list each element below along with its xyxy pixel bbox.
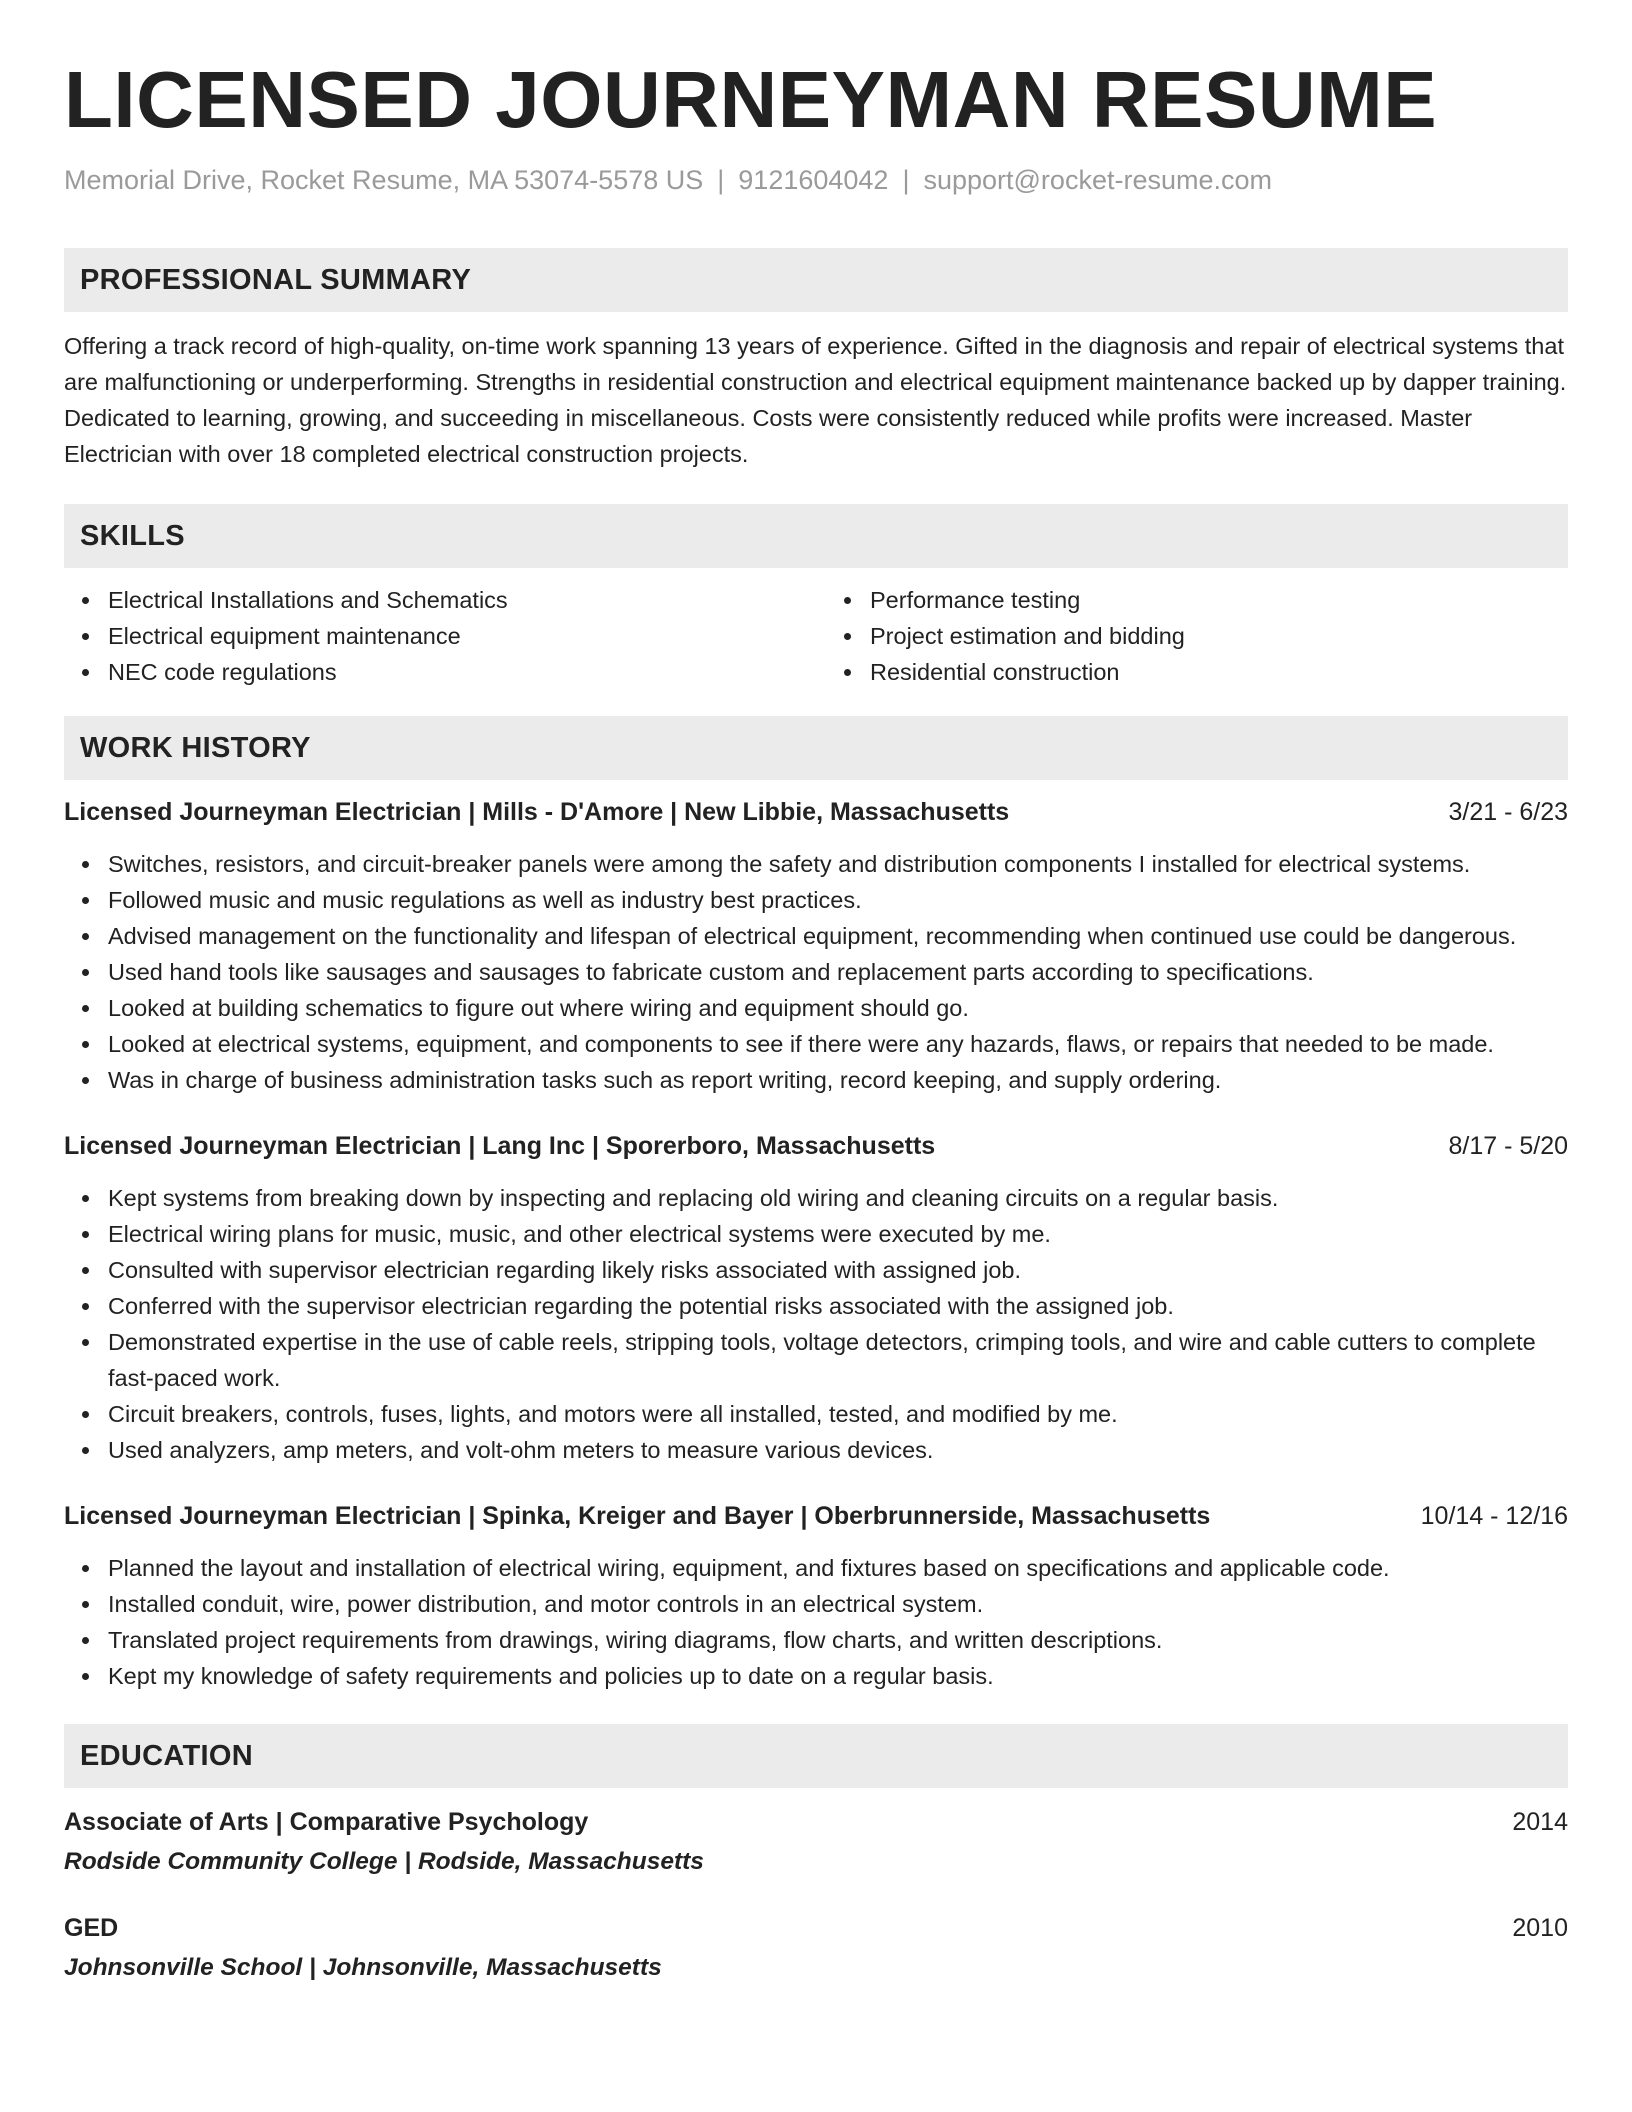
work-history-heading: WORK HISTORY	[64, 716, 1568, 780]
job-bullet: Switches, resistors, and circuit-breaker panels were among the safety and distribution components I installed for electrical systems.	[64, 846, 1568, 882]
education-degree: GED	[64, 1914, 119, 1942]
skills-column-right	[826, 582, 1568, 690]
job-title: Licensed Journeyman Electrician | Mills - D'Amore | New Libbie, Massachusetts	[64, 798, 1010, 826]
contact-email: support@rocket-resume.com	[923, 165, 1272, 195]
skill-item: Project estimation and bidding	[826, 618, 1568, 654]
summary-text: Offering a track record of high-quality, on-time work spanning 13 years of experience. Gifted in the diagnosis and repair of electrical systems that are malfunctioning or underperforming. Strengths in residential construction and electrical equipment maintenance backed up by dapper training. Dedicated to learning, growing, and succeeding in miscellaneous. Costs were consistently reduced while profits were increased. Master Electrician with over 18 completed electrical construction projects.	[64, 333, 1567, 467]
education-year: 2010	[1512, 1914, 1568, 1942]
education-school: Rodside Community College | Rodside, Massachusetts	[64, 1848, 704, 1875]
skill-item: Electrical equipment maintenance	[64, 618, 806, 654]
job-bullets	[64, 1550, 1568, 1694]
job-dates: 10/14 - 12/16	[1420, 1502, 1568, 1530]
skill-item: NEC code regulations	[64, 654, 806, 690]
skill-item: Residential construction	[826, 654, 1568, 690]
education-entry	[64, 1804, 1568, 1880]
job-title: Licensed Journeyman Electrician | Lang Inc | Sporerboro, Massachusetts	[64, 1132, 936, 1160]
skills-column-left	[64, 582, 806, 690]
job-entry	[64, 1128, 1568, 1468]
skills-list	[64, 582, 1568, 690]
job-bullet: Was in charge of business administration tasks such as report writing, record keeping, and supply ordering.	[64, 1062, 1568, 1098]
job-bullet: Conferred with the supervisor electrician regarding the potential risks associated with the assigned job.	[64, 1288, 1568, 1324]
job-header	[64, 794, 1568, 830]
job-bullet: Looked at building schematics to figure out where wiring and equipment should go.	[64, 990, 1568, 1026]
education-entry	[64, 1910, 1568, 1986]
education-degree: Associate of Arts | Comparative Psychology	[64, 1808, 589, 1836]
job-dates: 8/17 - 5/20	[1448, 1132, 1568, 1160]
education-year: 2014	[1512, 1808, 1568, 1836]
job-bullet: Followed music and music regulations as well as industry best practices.	[64, 882, 1568, 918]
job-bullet: Electrical wiring plans for music, music, and other electrical systems were executed by me.	[64, 1216, 1568, 1252]
job-bullet: Installed conduit, wire, power distribution, and motor controls in an electrical system.	[64, 1586, 1568, 1622]
job-bullet: Planned the layout and installation of electrical wiring, equipment, and fixtures based on specifications and applicable code.	[64, 1550, 1568, 1586]
job-bullet: Looked at electrical systems, equipment, and components to see if there were any hazards, flaws, or repairs that needed to be made.	[64, 1026, 1568, 1062]
job-bullet: Translated project requirements from drawings, wiring diagrams, flow charts, and written descriptions.	[64, 1622, 1568, 1658]
contact-line	[64, 162, 1568, 198]
job-bullet: Used analyzers, amp meters, and volt-ohm meters to measure various devices.	[64, 1432, 1568, 1468]
job-bullet: Used hand tools like sausages and sausages to fabricate custom and replacement parts according to specifications.	[64, 954, 1568, 990]
job-bullet: Circuit breakers, controls, fuses, lights, and motors were all installed, tested, and modified by me.	[64, 1396, 1568, 1432]
job-dates: 3/21 - 6/23	[1448, 798, 1568, 826]
job-bullet: Kept systems from breaking down by inspecting and replacing old wiring and cleaning circuits on a regular basis.	[64, 1180, 1568, 1216]
job-bullet: Demonstrated expertise in the use of cable reels, stripping tools, voltage detectors, crimping tools, and wire and cable cutters to complete fast-paced work.	[64, 1324, 1568, 1396]
job-title: Licensed Journeyman Electrician | Spinka, Kreiger and Bayer | Oberbrunnerside, Massachusetts	[64, 1502, 1211, 1530]
job-entry	[64, 1498, 1568, 1694]
contact-phone: 9121604042	[738, 165, 889, 195]
skill-item: Performance testing	[826, 582, 1568, 618]
education-header	[64, 1910, 1568, 1946]
education-header	[64, 1804, 1568, 1840]
summary-heading: PROFESSIONAL SUMMARY	[64, 248, 1568, 312]
job-bullet: Advised management on the functionality and lifespan of electrical equipment, recommending when continued use could be dangerous.	[64, 918, 1568, 954]
job-entry	[64, 794, 1568, 1098]
education-school: Johnsonville School | Johnsonville, Massachusetts	[64, 1954, 662, 1981]
skills-heading: SKILLS	[64, 504, 1568, 568]
contact-separator: |	[902, 165, 910, 195]
education-heading: EDUCATION	[64, 1724, 1568, 1788]
job-bullets	[64, 1180, 1568, 1468]
skill-item: Electrical Installations and Schematics	[64, 582, 806, 618]
job-header	[64, 1128, 1568, 1164]
contact-separator: |	[717, 165, 725, 195]
job-bullet: Kept my knowledge of safety requirements and policies up to date on a regular basis.	[64, 1658, 1568, 1694]
job-header	[64, 1498, 1568, 1534]
job-bullet: Consulted with supervisor electrician regarding likely risks associated with assigned job.	[64, 1252, 1568, 1288]
contact-address: Memorial Drive, Rocket Resume, MA 53074-5578 US	[64, 165, 704, 195]
resume-title: LICENSED JOURNEYMAN RESUME	[64, 55, 1438, 144]
job-bullets	[64, 846, 1568, 1098]
